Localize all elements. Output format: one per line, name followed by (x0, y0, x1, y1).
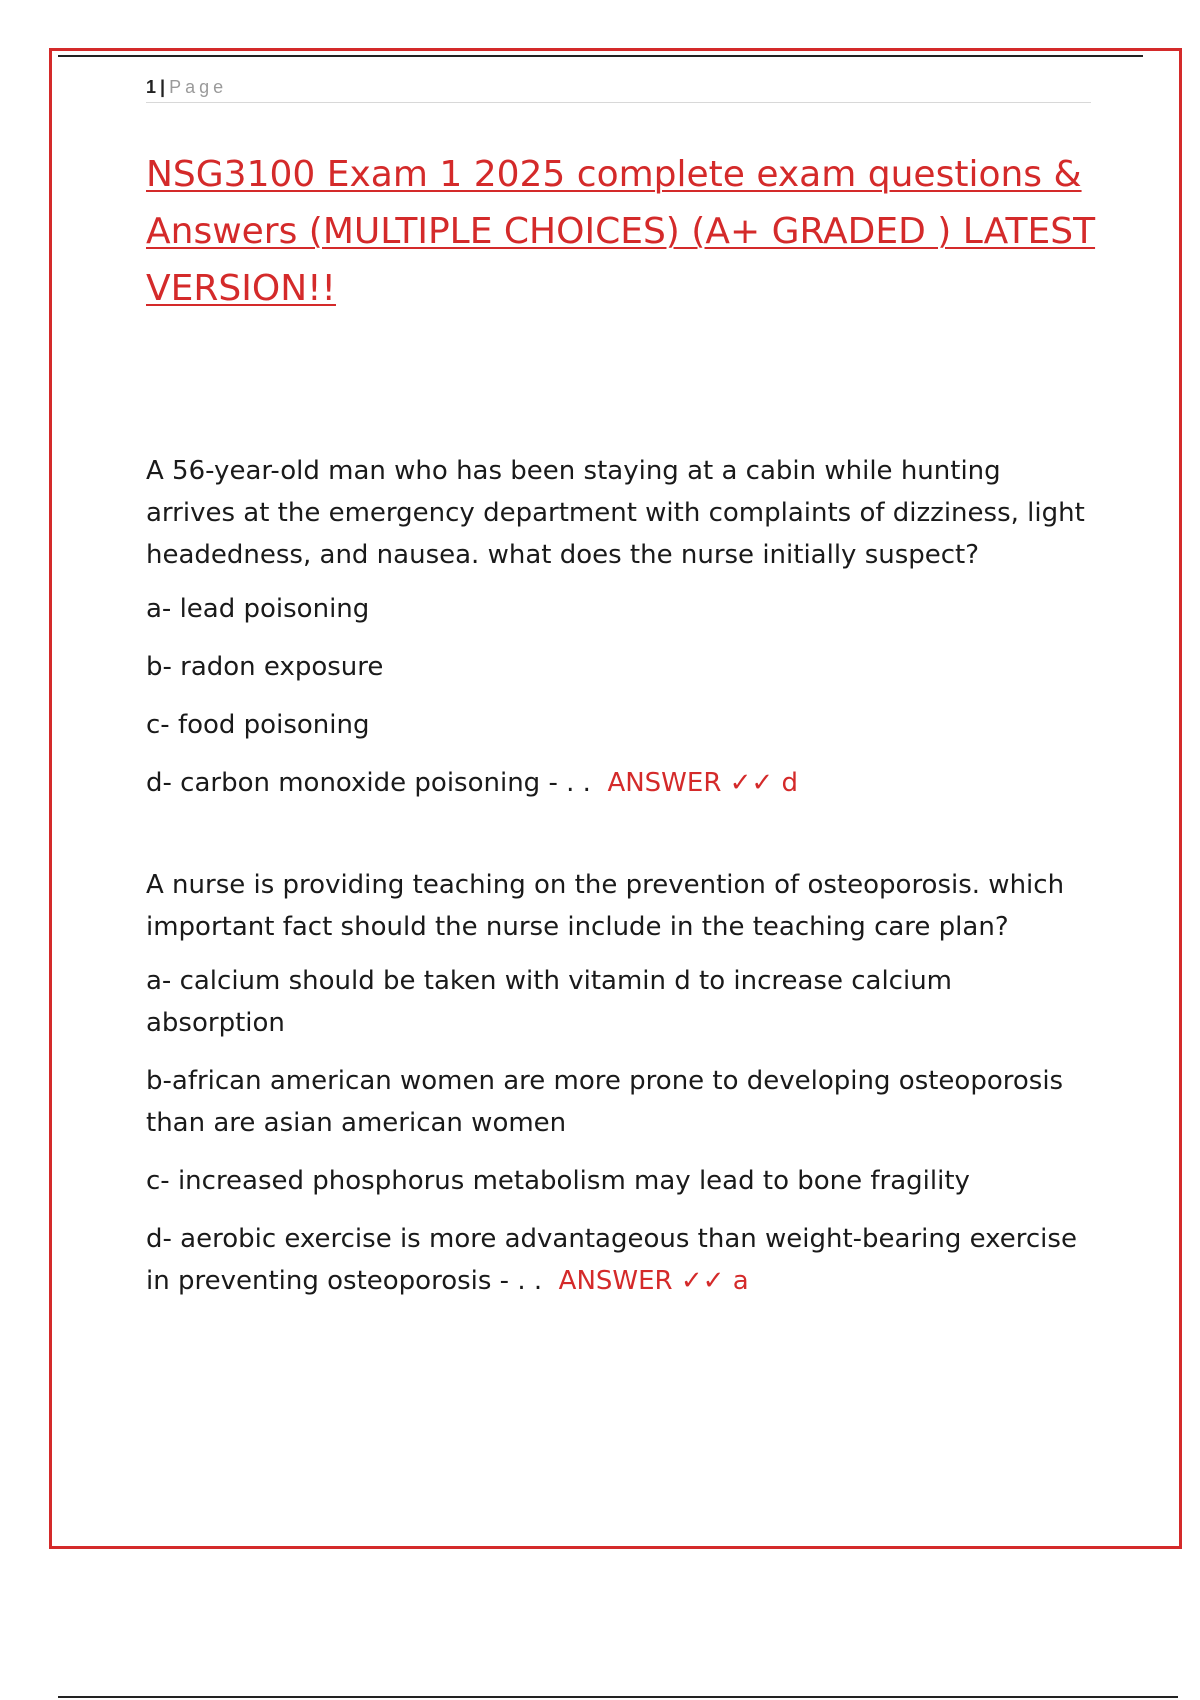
page-label: Page (169, 77, 228, 97)
option-d (146, 1218, 1096, 1302)
option-c: c- food poisoning (146, 710, 370, 740)
option-a: a- lead poisoning (146, 594, 370, 624)
question-2 (146, 864, 1096, 1302)
question-1 (146, 450, 1096, 804)
answer-key: ANSWER ✓✓ a (558, 1266, 749, 1296)
option-a: a- calcium should be taken with vitamin d to increase calcium absorption (146, 966, 952, 1038)
answer-key: ANSWER ✓✓ d (607, 768, 798, 798)
question-text: A nurse is providing teaching on the prevention of osteoporosis. which important fact should the nurse include in the teaching care plan? (146, 870, 1065, 942)
option-c: c- increased phosphorus metabolism may lead to bone fragility (146, 1166, 970, 1196)
bottom-rule (58, 1696, 1178, 1698)
option-b: b-african american women are more prone to developing osteoporosis than are asian american women (146, 1066, 1064, 1138)
option-b: b- radon exposure (146, 652, 384, 682)
option-d-text: d- aerobic exercise is more advantageous than weight-bearing exercise in preventing osteoporosis - . . (146, 1224, 1077, 1296)
page-header (146, 72, 1091, 103)
document-title: NSG3100 Exam 1 2025 complete exam questions & Answers (MULTIPLE CHOICES) (A+ GRADED ) LATEST VERSION!! (146, 154, 1096, 309)
top-rule (58, 55, 1143, 57)
questions-list (146, 450, 1096, 1362)
page-separator: | (160, 77, 166, 97)
question-text: A 56-year-old man who has been staying at a cabin while hunting arrives at the emergency department with complaints of dizziness, light headedness, and nausea. what does the nurse initially suspect? (146, 456, 1085, 570)
page-number: 1 (146, 77, 157, 97)
option-d-text: d- carbon monoxide poisoning - . . (146, 768, 591, 798)
option-d (146, 762, 1096, 804)
